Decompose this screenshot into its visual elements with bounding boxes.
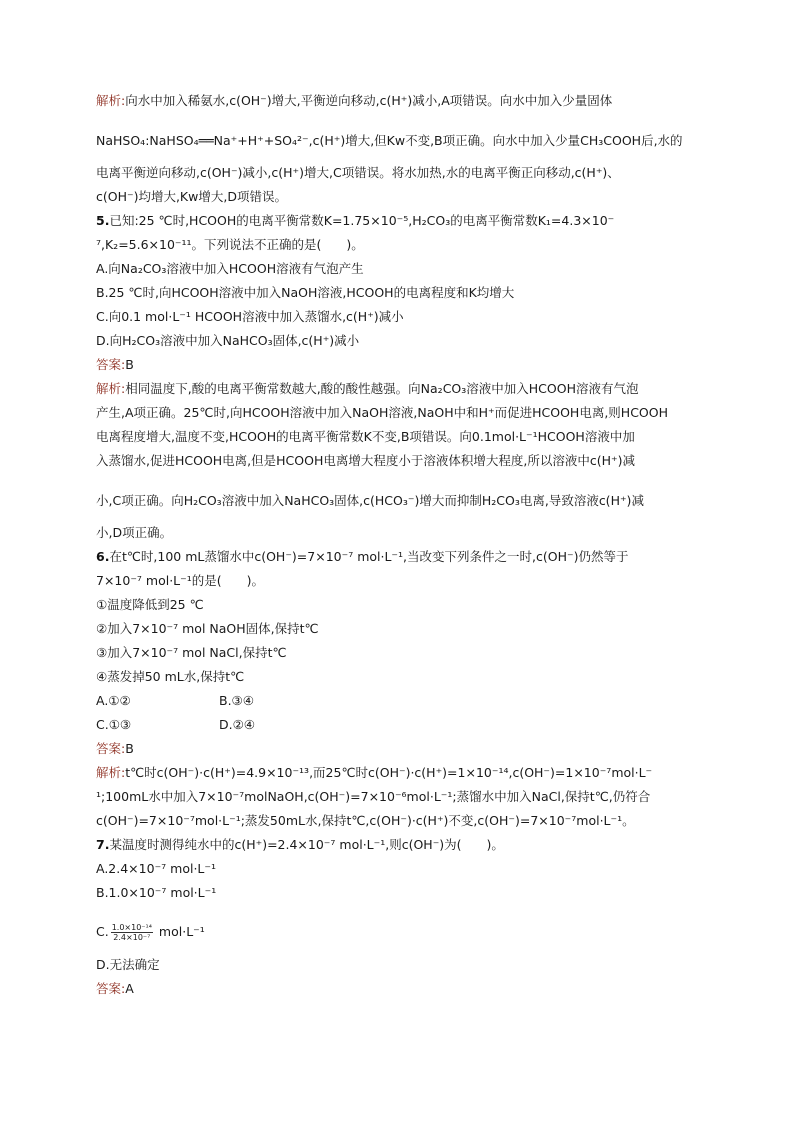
- line-text: ④蒸发掉50 mL水,保持t℃: [96, 669, 245, 684]
- section-label: 解析:: [96, 93, 126, 108]
- text-line: [96, 597, 204, 613]
- line-text: B: [125, 741, 134, 756]
- text-line: [96, 861, 216, 877]
- line-text: 在t℃时,100 mL蒸馏水中c(OH⁻)=7×10⁻⁷ mol·L⁻¹,当改变下列条件之一时,c(OH⁻)仍然等于: [109, 549, 629, 564]
- line-text: 相同温度下,酸的电离平衡常数越大,酸的酸性越强。向Na₂CO₃溶液中加入HCOOH溶液有气泡: [125, 381, 639, 396]
- text-line: [96, 837, 504, 853]
- option-text: D.②④: [219, 717, 256, 732]
- line-text: A: [125, 981, 134, 996]
- text-line: [96, 813, 635, 829]
- text-line: [96, 429, 635, 445]
- text-line: [96, 981, 134, 997]
- text-line: [96, 525, 172, 541]
- line-text-suffix: mol·L⁻¹: [154, 924, 205, 939]
- line-text: 小,C项正确。向H₂CO₃溶液中加入NaHCO₃固体,c(HCO₃⁻)增大而抑制H₂CO₃电离,导致溶液c(H⁺)减: [96, 493, 644, 508]
- text-line: [96, 381, 638, 397]
- question-number: 5.: [96, 213, 110, 228]
- line-text: ②加入7×10⁻⁷ mol NaOH固体,保持t℃: [96, 621, 319, 636]
- text-line: [96, 693, 131, 709]
- text-line: [96, 309, 404, 325]
- line-text: C.向0.1 mol·L⁻¹ HCOOH溶液中加入蒸馏水,c(H⁺)减小: [96, 309, 404, 324]
- text-line: [96, 189, 287, 205]
- line-text: D.向H₂CO₃溶液中加入NaHCO₃固体,c(H⁺)减小: [96, 333, 360, 348]
- fraction: [111, 923, 153, 942]
- line-text: ①温度降低到25 ℃: [96, 597, 204, 612]
- question-number: 6.: [96, 549, 110, 564]
- line-text: ③加入7×10⁻⁷ mol NaCl,保持t℃: [96, 645, 287, 660]
- section-label: 答案:: [96, 981, 126, 996]
- fraction-denominator: 2.4×10⁻⁷: [113, 933, 151, 942]
- text-line: [96, 923, 205, 942]
- text-line: [96, 453, 635, 469]
- text-line: [96, 549, 628, 565]
- text-line: [96, 237, 364, 253]
- line-text: 小,D项正确。: [96, 525, 173, 540]
- line-text: 电离程度增大,温度不变,HCOOH的电离平衡常数K不变,B项错误。向0.1mol·L⁻¹HCOOH溶液中加: [96, 429, 635, 444]
- line-text: 某温度时测得纯水中的c(H⁺)=2.4×10⁻⁷ mol·L⁻¹,则c(OH⁻)为( )。: [109, 837, 504, 852]
- line-text: NaHSO₄:NaHSO₄══Na⁺+H⁺+SO₄²⁻,c(H⁺)增大,但Kw不变,B项正确。向水中加入少量CH₃COOH后,水的: [96, 133, 683, 148]
- text-line: [96, 405, 668, 421]
- option-text: B.③④: [219, 693, 254, 708]
- line-text: t℃时c(OH⁻)·c(H⁺)=4.9×10⁻¹³,而25℃时c(OH⁻)·c(H⁺)=1×10⁻¹⁴,c(OH⁻)=1×10⁻⁷mol·L⁻: [125, 765, 653, 780]
- line-text: 7×10⁻⁷ mol·L⁻¹的是( )。: [96, 573, 265, 588]
- question-number: 7.: [96, 837, 110, 852]
- text-line: [96, 165, 620, 181]
- text-line: [96, 741, 134, 757]
- line-text: 电离平衡逆向移动,c(OH⁻)减小,c(H⁺)增大,C项错误。将水加热,水的电离平衡正向移动,c(H⁺)、: [96, 165, 620, 180]
- line-text: A.①②: [96, 693, 131, 708]
- line-text: 入蒸馏水,促进HCOOH电离,但是HCOOH电离增大程度小于溶液体积增大程度,所以溶液中c(H⁺)减: [96, 453, 635, 468]
- section-label: 解析:: [96, 381, 126, 396]
- line-text: C.①③: [96, 717, 132, 732]
- text-line: [96, 333, 359, 349]
- text-line: [96, 493, 644, 509]
- line-text: C.: [96, 924, 109, 939]
- section-label: 解析:: [96, 765, 126, 780]
- text-line: [96, 213, 614, 229]
- text-line: [96, 669, 244, 685]
- line-text: A.向Na₂CO₃溶液中加入HCOOH溶液有气泡产生: [96, 261, 364, 276]
- line-text: c(OH⁻)=7×10⁻⁷mol·L⁻¹;蒸发50mL水,保持t℃,c(OH⁻)·c(H⁺)不变,c(OH⁻)=7×10⁻⁷mol·L⁻¹。: [96, 813, 635, 828]
- line-text: c(OH⁻)均增大,Kw增大,D项错误。: [96, 189, 287, 204]
- line-text: D.无法确定: [96, 957, 160, 972]
- line-text: ¹;100mL水中加入7×10⁻⁷molNaOH,c(OH⁻)=7×10⁻⁶mol·L⁻¹;蒸馏水中加入NaCl,保持t℃,仍符合: [96, 789, 651, 804]
- line-text: 向水中加入稀氨水,c(OH⁻)增大,平衡逆向移动,c(H⁺)减小,A项错误。向水中加入少量固体: [125, 93, 613, 108]
- text-line: [96, 885, 216, 901]
- text-line: [96, 285, 514, 301]
- line-text: 产生,A项正确。25℃时,向HCOOH溶液中加入NaOH溶液,NaOH中和H⁺而促进HCOOH电离,则HCOOH: [96, 405, 668, 420]
- text-line: [96, 957, 160, 973]
- text-line: [96, 765, 652, 781]
- line-text: 已知:25 ℃时,HCOOH的电离平衡常数K=1.75×10⁻⁵,H₂CO₃的电离平衡常数K₁=4.3×10⁻: [109, 213, 615, 228]
- line-text: A.2.4×10⁻⁷ mol·L⁻¹: [96, 861, 216, 876]
- line-text: B.25 ℃时,向HCOOH溶液中加入NaOH溶液,HCOOH的电离程度和K均增大: [96, 285, 515, 300]
- text-line: [96, 261, 364, 277]
- text-line: [96, 717, 131, 733]
- line-text: B: [125, 357, 134, 372]
- text-line: [96, 621, 319, 637]
- section-label: 答案:: [96, 741, 126, 756]
- fraction-numerator: 1.0×10⁻¹⁴: [111, 923, 152, 932]
- text-line: [96, 645, 287, 661]
- line-text: B.1.0×10⁻⁷ mol·L⁻¹: [96, 885, 217, 900]
- text-line: [96, 93, 612, 109]
- line-text: ⁷,K₂=5.6×10⁻¹¹。下列说法不正确的是( )。: [96, 237, 364, 252]
- text-line: [96, 357, 134, 373]
- text-line: [96, 789, 650, 805]
- section-label: 答案:: [96, 357, 126, 372]
- text-line: [96, 573, 264, 589]
- text-line: [96, 133, 683, 149]
